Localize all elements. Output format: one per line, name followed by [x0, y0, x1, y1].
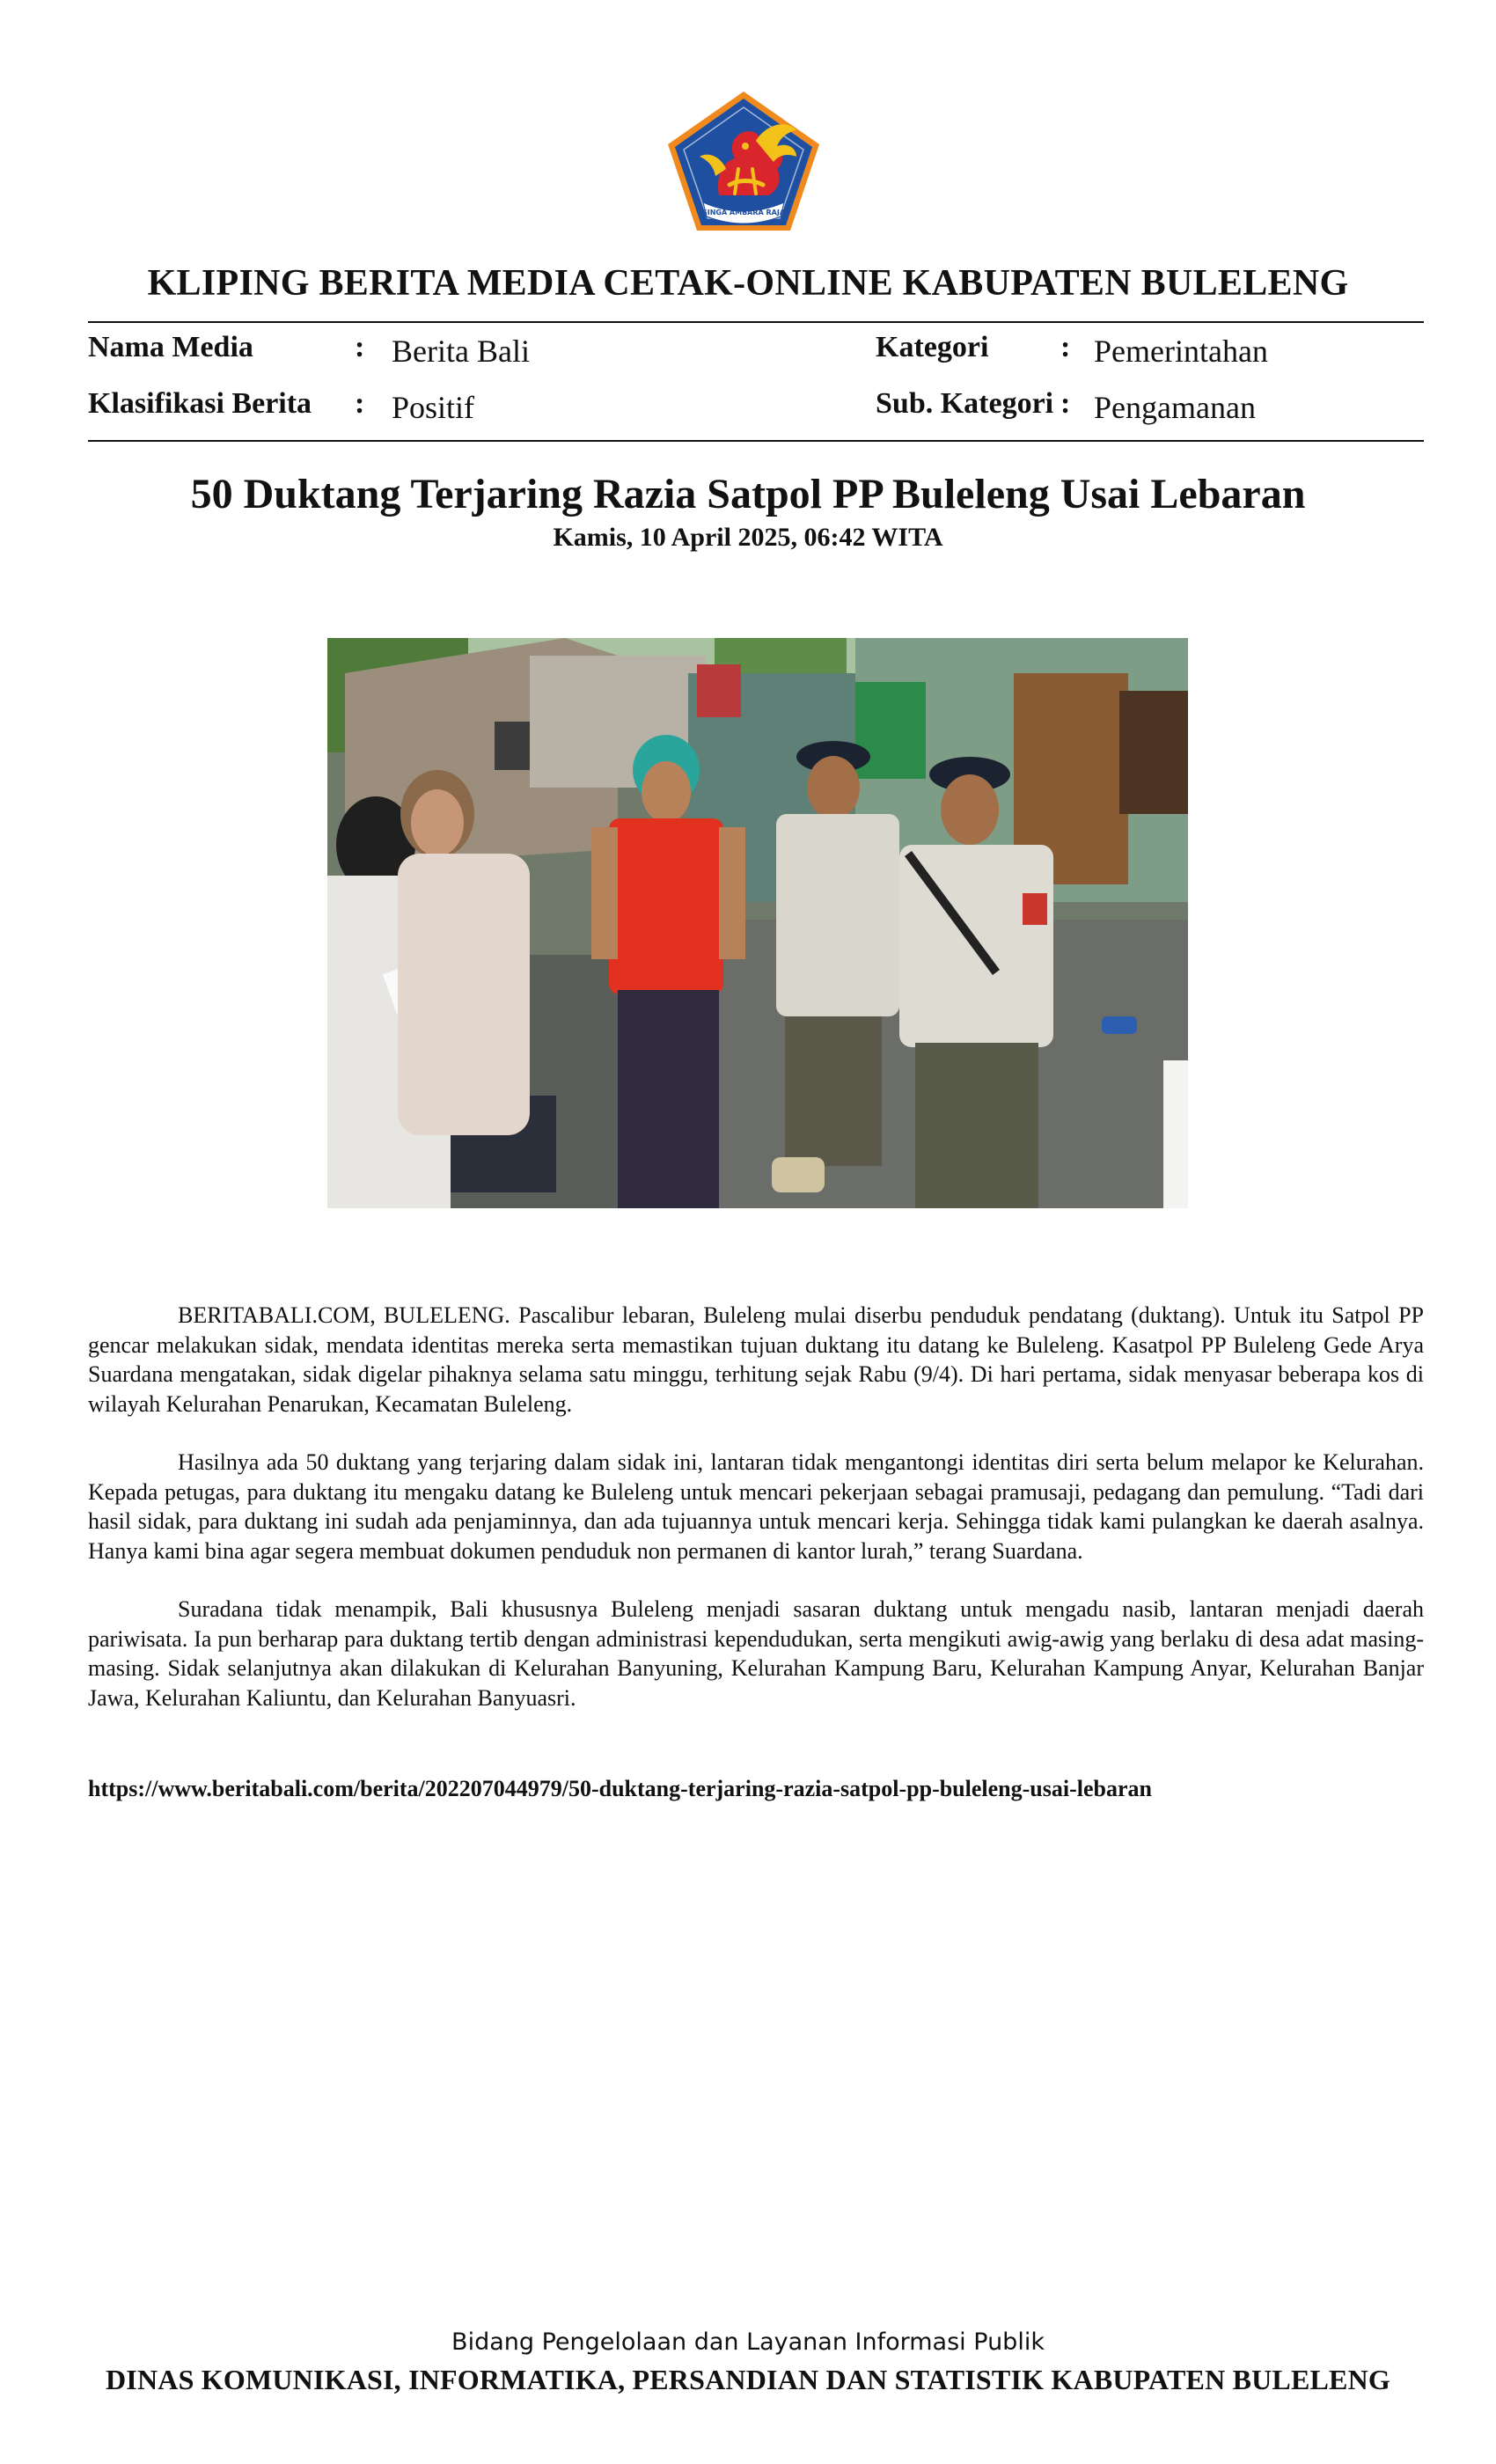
header-rule-top — [88, 321, 1424, 323]
buleleng-emblem-logo — [664, 88, 823, 233]
article-date: Kamis, 10 April 2025, 06:42 WITA — [553, 523, 943, 552]
footer-department: Bidang Pengelolaan dan Layanan Informasi Publik — [451, 2328, 1045, 2356]
article-headline: 50 Duktang Terjaring Razia Satpol PP Buleleng Usai Lebaran — [190, 471, 1306, 517]
footer-agency: DINAS KOMUNIKASI, INFORMATIKA, PERSANDIAN DAN STATISTIK KABUPATEN BULELENG — [105, 2364, 1391, 2395]
kategori-value: Pemerintahan — [1094, 334, 1268, 369]
subkategori-value: Pengamanan — [1094, 390, 1256, 425]
media-colon: : — [355, 331, 365, 363]
article-paragraph-1: BERITABALI.COM, BULELENG. Pascalibur lebaran, Buleleng mulai diserbu penduduk pendatang (duktang). Untuk itu Satpol PP gencar melakukan sidak, mendata identitas mereka serta memastikan tujuan duktang itu datang ke Buleleng. Kasatpol PP Buleleng Gede Arya Suardana mengatakan, sidak digelar pihaknya selama satu minggu, terhitung sejak Rabu (9/4). Di hari pertama, sidak menyasar beberapa kos di wilayah Kelurahan Penarukan, Kecamatan Buleleng. — [88, 1302, 1424, 1417]
subkategori-colon: : — [1060, 387, 1071, 420]
article-source-link[interactable]: https://www.beritabali.com/berita/202207044979/50-duktang-terjaring-razia-satpol-pp-buleleng-usai-lebaran — [88, 1776, 1152, 1801]
clipping-header-title: KLIPING BERITA MEDIA CETAK-ONLINE KABUPATEN BULELENG — [147, 263, 1349, 304]
kategori-label: Kategori — [876, 331, 989, 363]
klasifikasi-label: Klasifikasi Berita — [88, 387, 312, 420]
media-label: Nama Media — [88, 331, 253, 363]
article-body — [88, 1301, 1424, 1742]
klasifikasi-colon: : — [355, 387, 365, 420]
kategori-colon: : — [1060, 331, 1071, 363]
media-value: Berita Bali — [392, 334, 530, 369]
header-rule-bottom — [88, 440, 1424, 442]
subkategori-label: Sub. Kategori — [876, 387, 1054, 420]
article-paragraph-2: Hasilnya ada 50 duktang yang terjaring dalam sidak ini, lantaran tidak mengantongi identitas diri serta belum melapor ke Kelurahan. Kepada petugas, para duktang itu mengaku datang ke Buleleng untuk mencari pekerjaan sebagai pramusaji, pedagang dan pemulung. “Tadi dari hasil sidak, para duktang ini sudah ada penjaminnya, dan ada tujuannya untuk mencari kerja. Sehingga tidak kami pulangkan ke daerah asalnya. Hanya kami bina agar segera membuat dokumen penduduk non permanen di kantor lurah,” terang Suardana. — [88, 1449, 1424, 1564]
article-paragraph-3: Suradana tidak menampik, Bali khususnya Buleleng menjadi sasaran duktang untuk mengadu nasib, lantaran menjadi daerah pariwisata. Ia pun berharap para duktang tertib dengan administrasi kependudukan, serta mengikuti awig-awig yang berlaku di desa adat masing-masing. Sidak selanjutnya akan dilakukan di Kelurahan Banyuning, Kelurahan Kampung Baru, Kelurahan Kampung Anyar, Kelurahan Banjar Jawa, Kelurahan Kaliuntu, dan Kelurahan Banyuasri. — [88, 1596, 1424, 1711]
emblem-motto: SINGA AMBARA RAJA — [701, 209, 786, 216]
klasifikasi-value: Positif — [392, 390, 475, 425]
news-photo — [327, 638, 1188, 1208]
